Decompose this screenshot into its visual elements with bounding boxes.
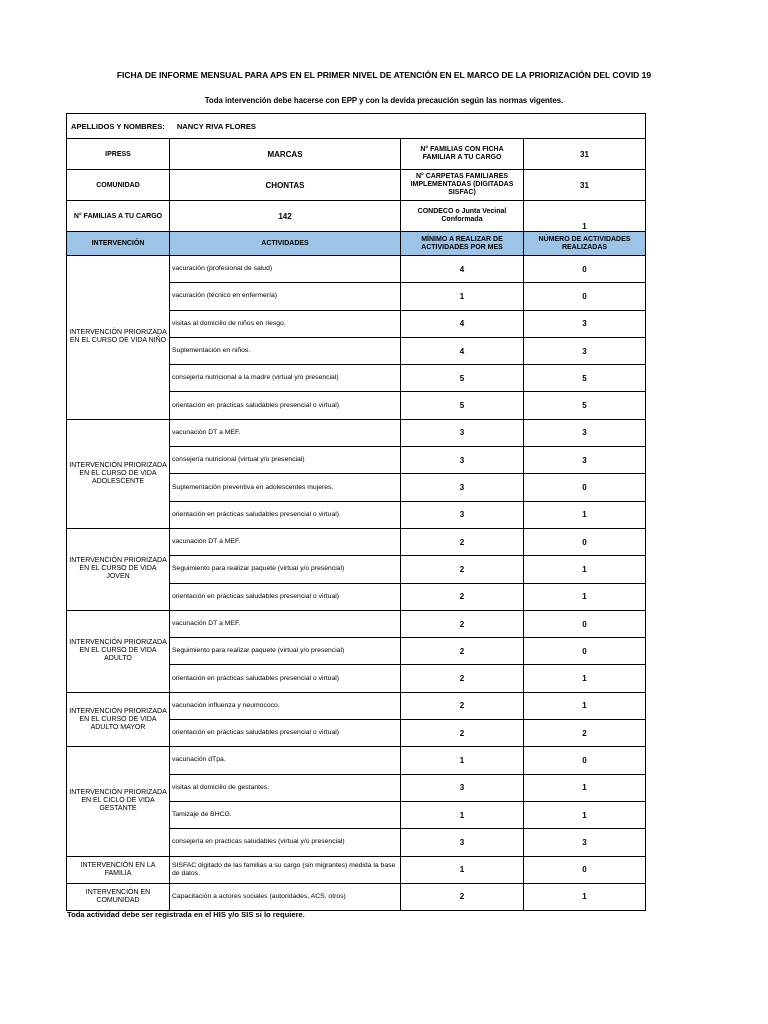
done-value: 1 bbox=[524, 883, 646, 910]
minimum-value: 3 bbox=[401, 474, 524, 501]
done-value: 0 bbox=[524, 528, 646, 555]
activity-row bbox=[67, 883, 646, 910]
done-value: 1 bbox=[524, 774, 646, 801]
name-row bbox=[67, 114, 646, 139]
done-value: 3 bbox=[524, 447, 646, 474]
activity-name: orientación en prácticas saludables presencial o virtual) bbox=[170, 583, 401, 610]
done-value: 0 bbox=[524, 747, 646, 774]
info-value-secondary: 31 bbox=[524, 170, 646, 201]
report-title: FICHA DE INFORME MENSUAL PARA APS EN EL PRIMER NIVEL DE ATENCIÓN EN EL MARCO DE LA PRIORIZACIÓN DEL COVID 19 bbox=[116, 70, 652, 80]
done-value: 3 bbox=[524, 310, 646, 337]
done-value: 1 bbox=[524, 501, 646, 528]
activity-row bbox=[67, 856, 646, 883]
minimum-value: 2 bbox=[401, 638, 524, 665]
activity-name: consejería en practicas saludables (virtual y/o presencial) bbox=[170, 829, 401, 856]
intervention-group: INTERVENCIÓN PRIORIZADA EN EL CICLO DE VIDA GESTANTE bbox=[67, 747, 170, 856]
activity-name: Seguimiento para realizar paquete (virtual y/o presencial) bbox=[170, 638, 401, 665]
info-label: COMUNIDAD bbox=[67, 170, 170, 201]
activity-name: vacunación DT a MEF. bbox=[170, 528, 401, 555]
info-label-secondary: N° CARPETAS FAMILIARES IMPLEMENTADAS (DIGITADAS SISFAC) bbox=[401, 170, 524, 201]
footnote: Toda actividad debe ser registrada en el HIS y/o SIS si lo requiere. bbox=[67, 910, 305, 919]
minimum-value: 3 bbox=[401, 774, 524, 801]
minimum-value: 2 bbox=[401, 610, 524, 637]
activity-name: orientación en prácticas saludables presencial o virtual) bbox=[170, 720, 401, 747]
activity-name: vacunación DT a MEF. bbox=[170, 610, 401, 637]
done-value: 2 bbox=[524, 720, 646, 747]
minimum-value: 2 bbox=[401, 556, 524, 583]
intervention-group: INTERVENCIÓN EN LA FAMILIA bbox=[67, 856, 170, 883]
minimum-value: 2 bbox=[401, 692, 524, 719]
activity-name: vacunación influenza y neumococo. bbox=[170, 692, 401, 719]
name-label: APELLIDOS Y NOMBRES: bbox=[71, 121, 165, 131]
activity-row bbox=[67, 747, 646, 774]
minimum-value: 1 bbox=[401, 283, 524, 310]
activity-name: Capacitación a actores sociales (autoridades, ACS, otros) bbox=[170, 883, 401, 910]
report-table bbox=[66, 113, 646, 911]
done-value: 0 bbox=[524, 474, 646, 501]
minimum-value: 3 bbox=[401, 419, 524, 446]
activity-name: visitas al domicilio de niños en riesgo. bbox=[170, 310, 401, 337]
intervention-group: INTERVENCIÓN EN COMUNIDAD bbox=[67, 883, 170, 910]
done-value: 5 bbox=[524, 365, 646, 392]
activity-name: Tamizaje de BHCG. bbox=[170, 801, 401, 828]
minimum-value: 4 bbox=[401, 256, 524, 283]
minimum-value: 1 bbox=[401, 747, 524, 774]
info-label-secondary: CONDECO o Junta Vecinal Conformada bbox=[401, 201, 524, 232]
done-value: 0 bbox=[524, 256, 646, 283]
report-subtitle: Toda intervención debe hacerse con EPP y con la devida precaución según las normas vigentes. bbox=[204, 96, 564, 105]
activity-row bbox=[67, 256, 646, 283]
done-value: 1 bbox=[524, 556, 646, 583]
activity-name: Suplementación en niños. bbox=[170, 337, 401, 364]
activity-row bbox=[67, 692, 646, 719]
header-intervencion: INTERVENCIÓN bbox=[67, 232, 170, 256]
info-label: N° FAMILIAS A TU CARGO bbox=[67, 201, 170, 232]
intervention-group: INTERVENCIÓN PRIORIZADA EN EL CURSO DE VIDA ADULTO bbox=[67, 610, 170, 692]
activity-name: Suplementación preventiva en adolescentes mujeres. bbox=[170, 474, 401, 501]
done-value: 3 bbox=[524, 337, 646, 364]
activity-name: vacuración (profesional de salud) bbox=[170, 256, 401, 283]
done-value: 1 bbox=[524, 692, 646, 719]
info-value: CHONTAS bbox=[170, 170, 401, 201]
minimum-value: 2 bbox=[401, 528, 524, 555]
activity-name: consejería nutricional (virtual y/o presencial) bbox=[170, 447, 401, 474]
done-value: 0 bbox=[524, 283, 646, 310]
header-minimo: MÍNIMO A REALIZAR DE ACTIVIDADES POR MES bbox=[401, 232, 524, 256]
done-value: 0 bbox=[524, 610, 646, 637]
info-value-secondary: 31 bbox=[524, 139, 646, 170]
minimum-value: 1 bbox=[401, 801, 524, 828]
activity-name: SISFAC digitado de las familias a su cargo (sin migrantes) medida la base de datos. bbox=[170, 856, 401, 883]
done-value: 1 bbox=[524, 665, 646, 692]
minimum-value: 1 bbox=[401, 856, 524, 883]
info-value: MARCAS bbox=[170, 139, 401, 170]
minimum-value: 5 bbox=[401, 392, 524, 419]
info-label-secondary: N° FAMILIAS CON FICHA FAMILIAR A TU CARGO bbox=[401, 139, 524, 170]
activity-name: vacuración (técnico en enfermería) bbox=[170, 283, 401, 310]
minimum-value: 2 bbox=[401, 665, 524, 692]
info-value: 142 bbox=[170, 201, 401, 232]
minimum-value: 3 bbox=[401, 829, 524, 856]
activity-name: consejería nutricional a la madre (virtual y/o presencial) bbox=[170, 365, 401, 392]
header-actividades: ACTIVIDADES bbox=[170, 232, 401, 256]
done-value: 1 bbox=[524, 583, 646, 610]
activity-name: vacunación DT a MEF. bbox=[170, 419, 401, 446]
activity-name: visitas al domicilio de gestantes. bbox=[170, 774, 401, 801]
activity-name: Seguimiento para realizar paquete (virtual y/o presencial) bbox=[170, 556, 401, 583]
intervention-group: INTERVENCIÓN PRIORIZADA EN EL CURSO DE VIDA ADOLESCENTE bbox=[67, 419, 170, 528]
done-value: 1 bbox=[524, 801, 646, 828]
activity-name: vacunación dTpa. bbox=[170, 747, 401, 774]
minimum-value: 2 bbox=[401, 883, 524, 910]
intervention-group: INTERVENCIÓN PRIORIZADA EN EL CURSO DE VIDA JOVEN bbox=[67, 528, 170, 610]
activity-name: orientación en prácticas saludables presencial o virtual) bbox=[170, 501, 401, 528]
intervention-group: INTERVENCIÓN PRIORIZADA EN EL CURSO DE VIDA NIÑO bbox=[67, 256, 170, 420]
minimum-value: 5 bbox=[401, 365, 524, 392]
activity-row bbox=[67, 419, 646, 446]
info-label: IPRESS bbox=[67, 139, 170, 170]
done-value: 3 bbox=[524, 829, 646, 856]
done-value: 3 bbox=[524, 419, 646, 446]
activity-row bbox=[67, 610, 646, 637]
done-value: 5 bbox=[524, 392, 646, 419]
info-value-secondary: 1 bbox=[524, 201, 646, 232]
name-value: NANCY RIVA FLORES bbox=[176, 121, 256, 131]
info-row bbox=[67, 170, 646, 201]
info-row bbox=[67, 201, 646, 232]
info-row bbox=[67, 139, 646, 170]
done-value: 0 bbox=[524, 856, 646, 883]
done-value: 0 bbox=[524, 638, 646, 665]
header-realizadas: NÚMERO DE ACTIVIDADES REALIZADAS bbox=[524, 232, 646, 256]
header-row bbox=[67, 232, 646, 256]
minimum-value: 4 bbox=[401, 310, 524, 337]
minimum-value: 2 bbox=[401, 720, 524, 747]
minimum-value: 4 bbox=[401, 337, 524, 364]
minimum-value: 2 bbox=[401, 583, 524, 610]
intervention-group: INTERVENCIÓN PRIORIZADA EN EL CURSO DE VIDA ADULTO MAYOR bbox=[67, 692, 170, 747]
minimum-value: 3 bbox=[401, 501, 524, 528]
minimum-value: 3 bbox=[401, 447, 524, 474]
activity-name: orientación en prácticas saludables presencial o virtual) bbox=[170, 665, 401, 692]
activity-row bbox=[67, 528, 646, 555]
activity-name: orientación en prácticas saludables presencial o virtual) bbox=[170, 392, 401, 419]
